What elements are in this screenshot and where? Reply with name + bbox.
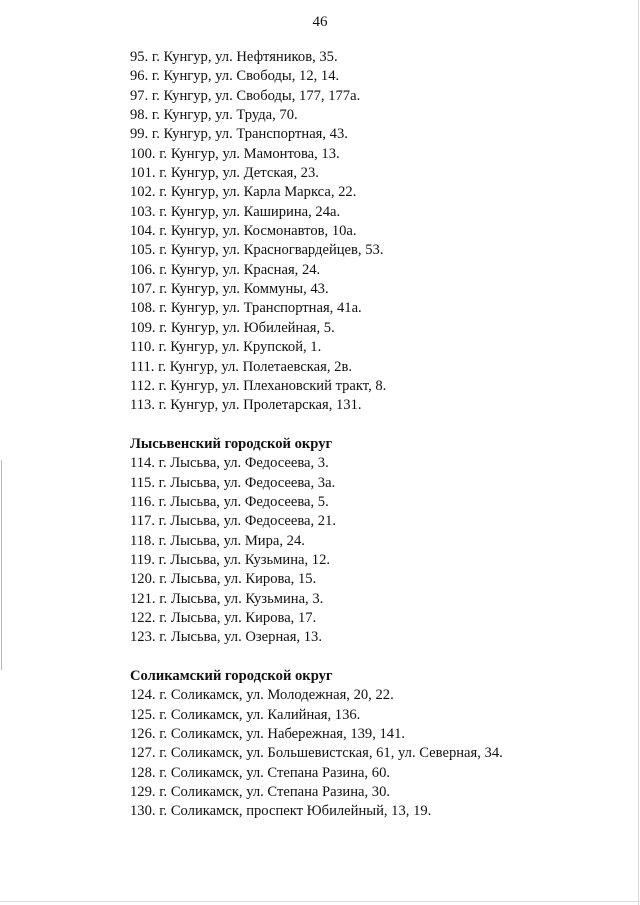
list-item: 108. г. Кунгур, ул. Транспортная, 41а.: [130, 300, 362, 317]
page-number: 46: [312, 14, 328, 30]
list-item: 118. г. Лысьва, ул. Мира, 24.: [130, 532, 305, 549]
list-item: 100. г. Кунгур, ул. Мамонтова, 13.: [130, 145, 340, 162]
lysva-address-list: [130, 435, 336, 648]
list-item: 121. г. Лысьва, ул. Кузьмина, 3.: [130, 590, 324, 607]
list-item: 103. г. Кунгур, ул. Каширина, 24а.: [130, 203, 341, 220]
list-item: 127. г. Соликамск, ул. Большевистская, 61, ул. Северная, 34.: [130, 745, 503, 762]
list-item: 123. г. Лысьва, ул. Озерная, 13.: [130, 629, 322, 646]
list-item: 96. г. Кунгур, ул. Свободы, 12, 14.: [130, 68, 340, 85]
list-item: 114. г. Лысьва, ул. Федосеева, 3.: [130, 455, 329, 472]
list-item: 101. г. Кунгур, ул. Детская, 23.: [130, 165, 319, 182]
section-heading: Лысьвенский городской округ: [130, 436, 333, 452]
list-item: 117. г. Лысьва, ул. Федосеева, 21.: [130, 513, 337, 530]
list-item: 119. г. Лысьва, ул. Кузьмина, 12.: [130, 552, 331, 569]
list-item: 97. г. Кунгур, ул. Свободы, 177, 177а.: [130, 87, 361, 104]
scan-edge-mark: [1, 460, 2, 670]
scan-bottom-line: [0, 901, 640, 902]
section-heading: Соликамский городской округ: [130, 668, 333, 684]
list-item: 129. г. Соликамск, ул. Степана Разина, 30.: [130, 784, 391, 801]
list-item: 128. г. Соликамск, ул. Степана Разина, 60.: [130, 764, 391, 781]
list-item: 124. г. Соликамск, ул. Молодежная, 20, 22.: [130, 687, 394, 704]
list-item: 116. г. Лысьва, ул. Федосеева, 5.: [130, 494, 329, 511]
list-item: 112. г. Кунгур, ул. Плехановский тракт, 8.: [130, 377, 387, 394]
list-item: 99. г. Кунгур, ул. Транспортная, 43.: [130, 126, 348, 143]
list-item: 107. г. Кунгур, ул. Коммуны, 43.: [130, 281, 329, 298]
list-item: 125. г. Соликамск, ул. Калийная, 136.: [130, 706, 361, 723]
list-item: 106. г. Кунгур, ул. Красная, 24.: [130, 261, 321, 278]
list-item: 126. г. Соликамск, ул. Набережная, 139, 141.: [130, 726, 406, 743]
list-item: 110. г. Кунгур, ул. Крупской, 1.: [130, 339, 322, 356]
list-item: 113. г. Кунгур, ул. Пролетарская, 131.: [130, 397, 362, 414]
list-item: 95. г. Кунгур, ул. Нефтяников, 35.: [130, 49, 338, 65]
solikamsk-address-list: [130, 667, 503, 822]
kungur-address-list: [130, 48, 386, 416]
list-item: 111. г. Кунгур, ул. Полетаевская, 2в.: [130, 358, 352, 375]
list-item: 109. г. Кунгур, ул. Юбилейная, 5.: [130, 319, 335, 336]
list-item: 115. г. Лысьва, ул. Федосеева, 3а.: [130, 474, 336, 491]
list-item: 130. г. Соликамск, проспект Юбилейный, 13, 19.: [130, 803, 432, 820]
list-item: 120. г. Лысьва, ул. Кирова, 15.: [130, 571, 317, 588]
list-item: 105. г. Кунгур, ул. Красногвардейцев, 53.: [130, 242, 384, 259]
list-item: 104. г. Кунгур, ул. Космонавтов, 10а.: [130, 223, 357, 240]
list-item: 98. г. Кунгур, ул. Труда, 70.: [130, 107, 298, 124]
scan-edge-line: [638, 0, 639, 905]
list-item: 122. г. Лысьва, ул. Кирова, 17.: [130, 610, 317, 627]
list-item: 102. г. Кунгур, ул. Карла Маркса, 22.: [130, 184, 357, 201]
